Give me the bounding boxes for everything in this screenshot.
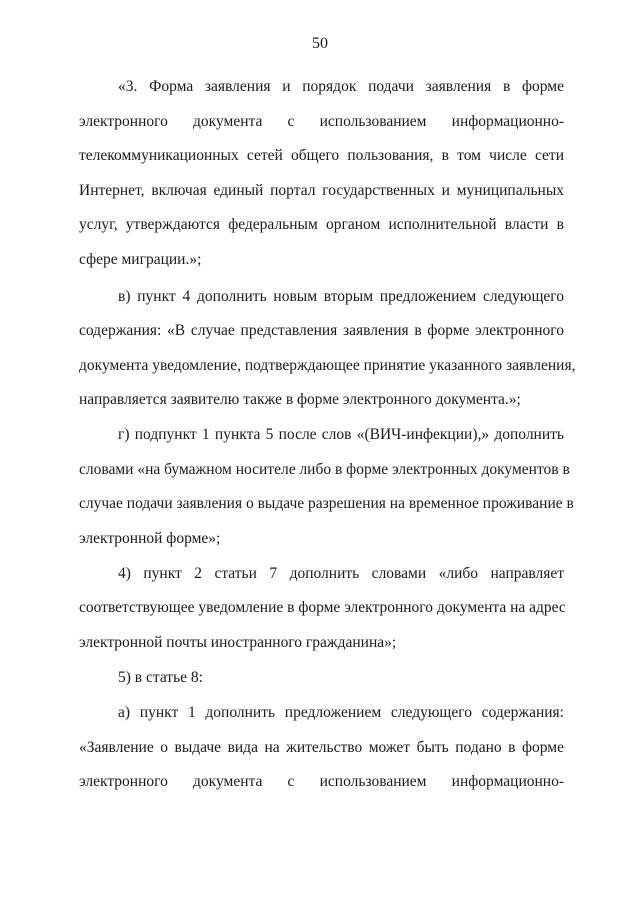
text-line: в) пункт 4 дополнить новым вторым предложением следующего bbox=[118, 288, 564, 305]
text-line: г) подпункт 1 пункта 5 после слов «(ВИЧ-инфекции),» дополнить bbox=[118, 426, 564, 443]
text-line: «Заявление о выдаче вида на жительство может быть подано в форме bbox=[79, 739, 564, 756]
text-line: «3. Форма заявления и порядок подачи заявления в форме bbox=[118, 78, 564, 95]
text-line: телекоммуникационных сетей общего пользования, в том числе сети bbox=[79, 147, 564, 164]
text-line: электронной почты иностранного гражданина»; bbox=[79, 634, 397, 651]
text-line: словами «на бумажном носителе либо в форме электронных документов в bbox=[79, 461, 570, 478]
text-line: Интернет, включая единый портал государственных и муниципальных bbox=[79, 182, 564, 199]
text-line: документа уведомление, подтверждающее принятие указанного заявления, bbox=[79, 357, 576, 374]
text-line: электронной форме»; bbox=[79, 530, 221, 547]
text-line: электронного документа с использованием информационно- bbox=[79, 773, 564, 790]
text-line: соответствующее уведомление в форме электронного документа на адрес bbox=[79, 599, 566, 616]
text-line: случае подачи заявления о выдаче разрешения на временное проживание в bbox=[79, 495, 574, 512]
text-line: 5) в статье 8: bbox=[118, 669, 203, 686]
text-line: направляется заявителю также в форме электронного документа.»; bbox=[79, 391, 521, 408]
text-line: услуг, утверждаются федеральным органом исполнительной власти в bbox=[79, 216, 564, 233]
page-number: 50 bbox=[312, 35, 328, 52]
text-line: а) пункт 1 дополнить предложением следующего содержания: bbox=[118, 704, 564, 721]
text-line: сфере миграции.»; bbox=[79, 251, 202, 268]
text-line: 4) пункт 2 статьи 7 дополнить словами «либо направляет bbox=[118, 565, 564, 582]
text-line: электронного документа с использованием информационно- bbox=[79, 113, 564, 130]
text-line: содержания: «В случае представления заявления в форме электронного bbox=[79, 322, 564, 339]
